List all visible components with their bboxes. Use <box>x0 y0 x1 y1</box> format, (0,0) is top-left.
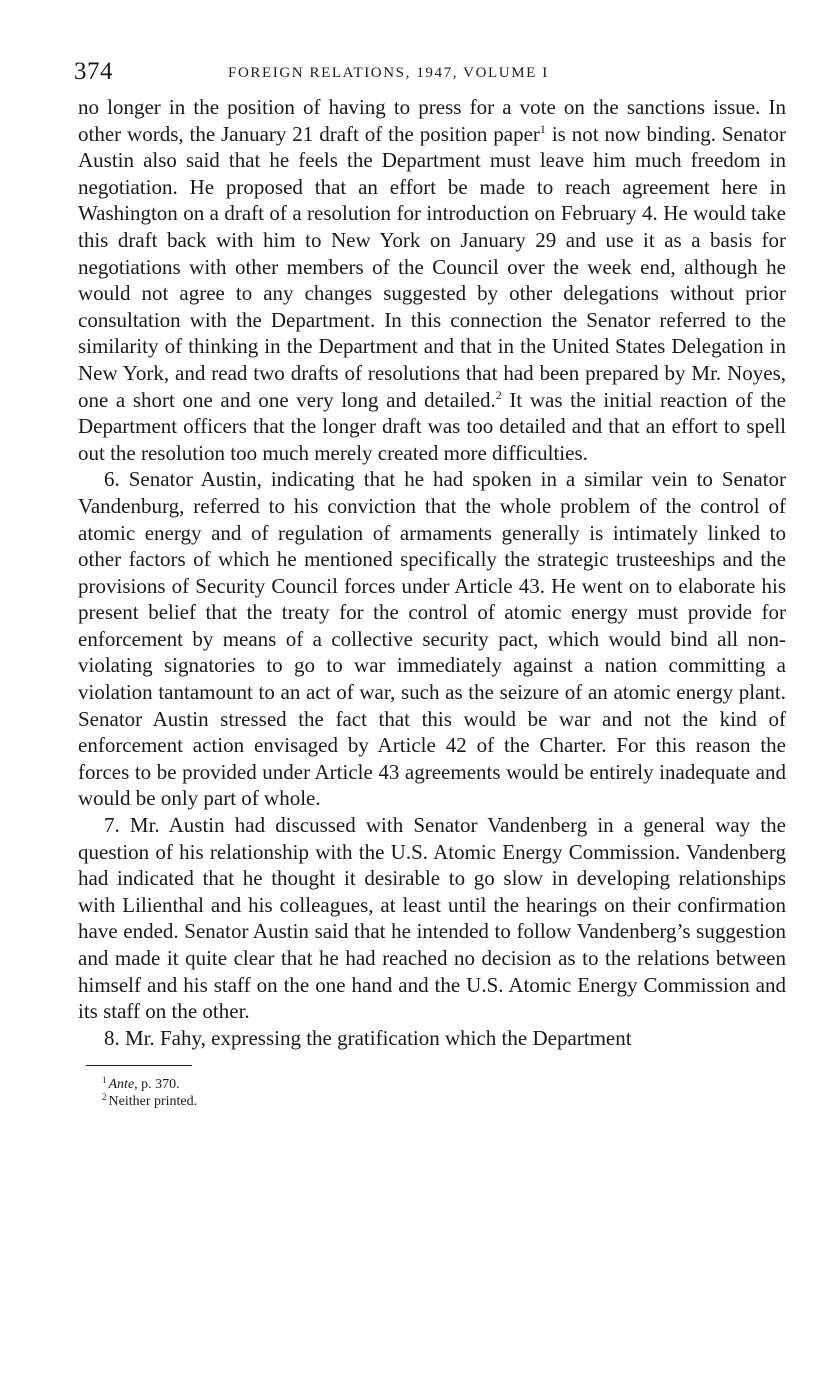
paragraph-8: 8. Mr. Fahy, expressing the gratification which the Department <box>104 1025 632 1050</box>
paragraph-text: no longer in the position of having to press for a vote on the sanctions issue. In other words, the January 21 draft of the position paper <box>78 95 786 146</box>
footnote-1 <box>102 1076 786 1093</box>
paragraph-text: is not now binding. Senator Austin also said that he feels the Department must leave him much freedom in negotiation. He proposed that an effort be made to reach agreement here in Washington on a draft of a resolution for introduction on February 4. He would take this draft back with him to New York on January 29 and use it as a basis for negotiations with other members of the Council over the week end, although he would not agree to any changes suggested by other delegations without prior consultation with the Department. In this connection the Senator referred to the similarity of thinking in the Department and that in the United States Delegation in New York, and read two drafts of resolutions that had been prepared by Mr. Noyes, one a short one and one very long and detailed. <box>78 121 787 412</box>
footnote-reference-2[interactable]: 2 <box>495 387 502 402</box>
paragraph-continuation <box>78 94 786 466</box>
footnote-divider <box>86 1065 192 1066</box>
footnote-text: Neither printed. <box>108 1094 198 1110</box>
footnote-italic-text: Ante, <box>108 1077 138 1093</box>
running-title: FOREIGN RELATIONS, 1947, VOLUME I <box>228 65 549 81</box>
footnotes <box>102 1076 786 1110</box>
document-page <box>74 58 787 1110</box>
footnote-2 <box>102 1093 786 1110</box>
footnote-mark: 1 <box>102 1075 107 1086</box>
paragraph-text: It was the initial reaction of the Department officers that the longer draft was too detailed and that an effort to spell out the resolution too much merely created more difficulties. <box>78 387 786 465</box>
footnote-text: p. 370. <box>137 1077 180 1093</box>
running-head <box>74 58 786 94</box>
paragraph-6: 6. Senator Austin, indicating that he had spoken in a similar vein to Senator Vandenburg, referred to his conviction that the whole problem of the control of atomic energy and of regulation of armaments generally is intimately linked to other factors of which he mentioned specifically the strategic trusteeships and the provisions of Security Council forces under Article 43. He went on to elaborate his present belief that the treaty for the control of atomic energy must provide for enforcement by means of a collective security pact, which would bind all non-violating signatories to go to war immediately against a nation committing a violation tantamount to an act of war, such as the seizure of an atomic energy plant. Senator Austin stressed the fact that this would be war and not the kind of enforcement action envisaged by Article 42 of the Charter. For this reason the forces to be provided under Article 43 agreements would be entirely inadequate and would be only part of whole. <box>78 467 786 811</box>
page-number: 374 <box>74 58 113 85</box>
footnote-reference-1[interactable]: 1 <box>539 121 546 136</box>
body-text <box>78 94 786 1051</box>
footnote-mark: 2 <box>102 1092 107 1103</box>
paragraph-7: 7. Mr. Austin had discussed with Senator Vandenberg in a general way the question of his relationship with the U.S. Atomic Energy Commission. Vandenberg had indicated that he thought it desirable to go slow in developing relationships with Lilienthal and his colleagues, at least until the hearings on their confirmation have ended. Senator Austin said that he intended to follow Vandenberg’s suggestion and made it quite clear that he had reached no decision as to the relations between himself and his staff on the one hand and the U.S. Atomic Energy Commission and its staff on the other. <box>78 813 786 1024</box>
